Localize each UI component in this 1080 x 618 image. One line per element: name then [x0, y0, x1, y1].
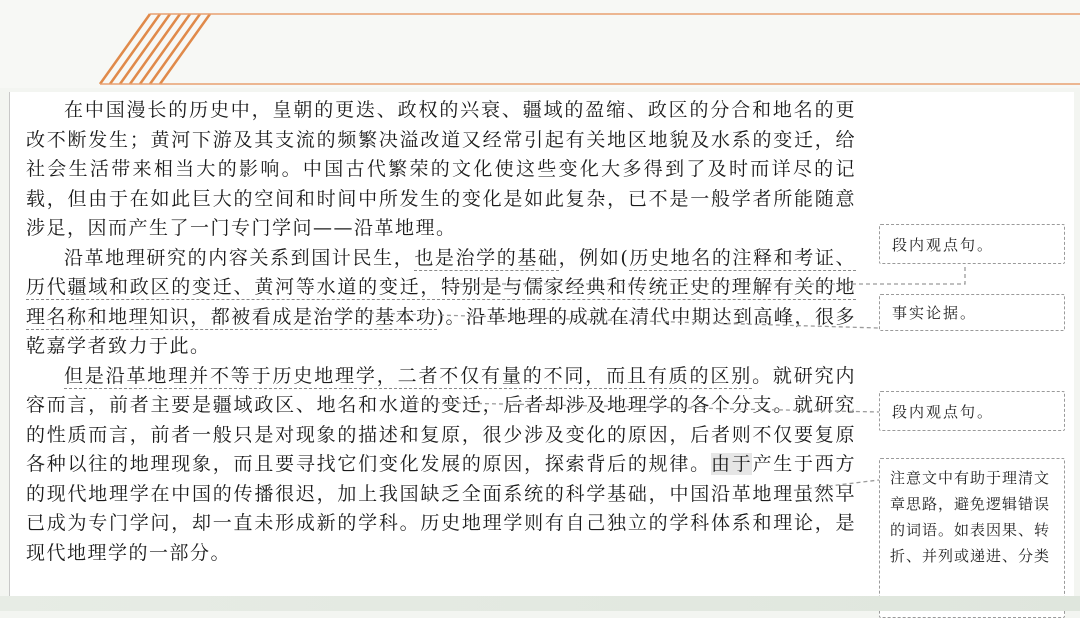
- highlighted-connective-word: 由于: [710, 453, 753, 475]
- paragraph-2: [26, 244, 856, 362]
- article-body: [26, 96, 856, 568]
- decorative-header: [0, 0, 1080, 88]
- paragraph-2-text: )。沿革地理的成就在清代中期达到高峰，很多乾嘉学者致力于此。: [26, 305, 856, 357]
- annotation-connective-words: 注意文中有助于理清文章思路，避免逻辑错误的词语。如表因果、转折、并列或递进、分类: [879, 458, 1065, 618]
- paragraph-2-text: ，例如(: [558, 246, 630, 269]
- paragraph-2-text: 沿革地理研究的内容关系到国计民生，: [64, 246, 415, 269]
- paragraph-3-text: 产生于西方的现代地理学在中国的传播很迟，加上我国缺乏全面系统的科学基础，中国沿革地理虽然早已成为专门学问，却一直未形成新的学科。历史地理学则有自己独立的学科体系和理论，是现代地理学的一部分。: [26, 453, 856, 564]
- viewpoint-sentence-underline: 也是治学的基础: [414, 246, 559, 269]
- annotation-viewpoint-1: 段内观点句。: [879, 224, 1065, 264]
- diagonal-stripes-decoration: [0, 0, 1080, 88]
- annotation-viewpoint-2: 段内观点句。: [879, 391, 1065, 431]
- factual-evidence-underline: 历史地名的注释和考证、历代疆域和政区的变迁、黄河等水道的变迁，特别是与儒家经典和传统正史的理解有关的地理名称和地理知识，都被看成是治学的基本功: [26, 246, 856, 328]
- annotation-factual-evidence: 事实论据。: [879, 294, 1065, 331]
- paragraph-3-text: 。就研究内容而言，前者主要是疆域政区、地名和水道的变迁，后者却涉及地理学的各个分支。就研究的性质而言，前者一般只是对现象的描述和复原，很少涉及变化的原因，后者则不仅要复原各种以往的地理现象，而且要寻找它们变化发展的原因，探索背后的规律。: [26, 364, 856, 475]
- paragraph-1: 在中国漫长的历史中，皇朝的更迭、政权的兴衰、疆域的盈缩、政区的分合和地名的更改不断发生；黄河下游及其支流的频繁决溢改道又经常引起有关地区地貌及水系的变迁，给社会生活带来相当大的影响。中国古代繁荣的文化使这些变化大多得到了及时而详尽的记载，但由于在如此巨大的空间和时间中所发生的变化是如此复杂，已不是一般学者所能随意涉足，因而产生了一门专门学问——沿革地理。: [26, 99, 856, 239]
- viewpoint-sentence-underline: 但是沿革地理并不等于历史地理学，二者不仅有量的不同，而且有质的区别: [64, 364, 753, 387]
- bottom-bar: [0, 596, 1080, 611]
- paragraph-3: [26, 362, 856, 569]
